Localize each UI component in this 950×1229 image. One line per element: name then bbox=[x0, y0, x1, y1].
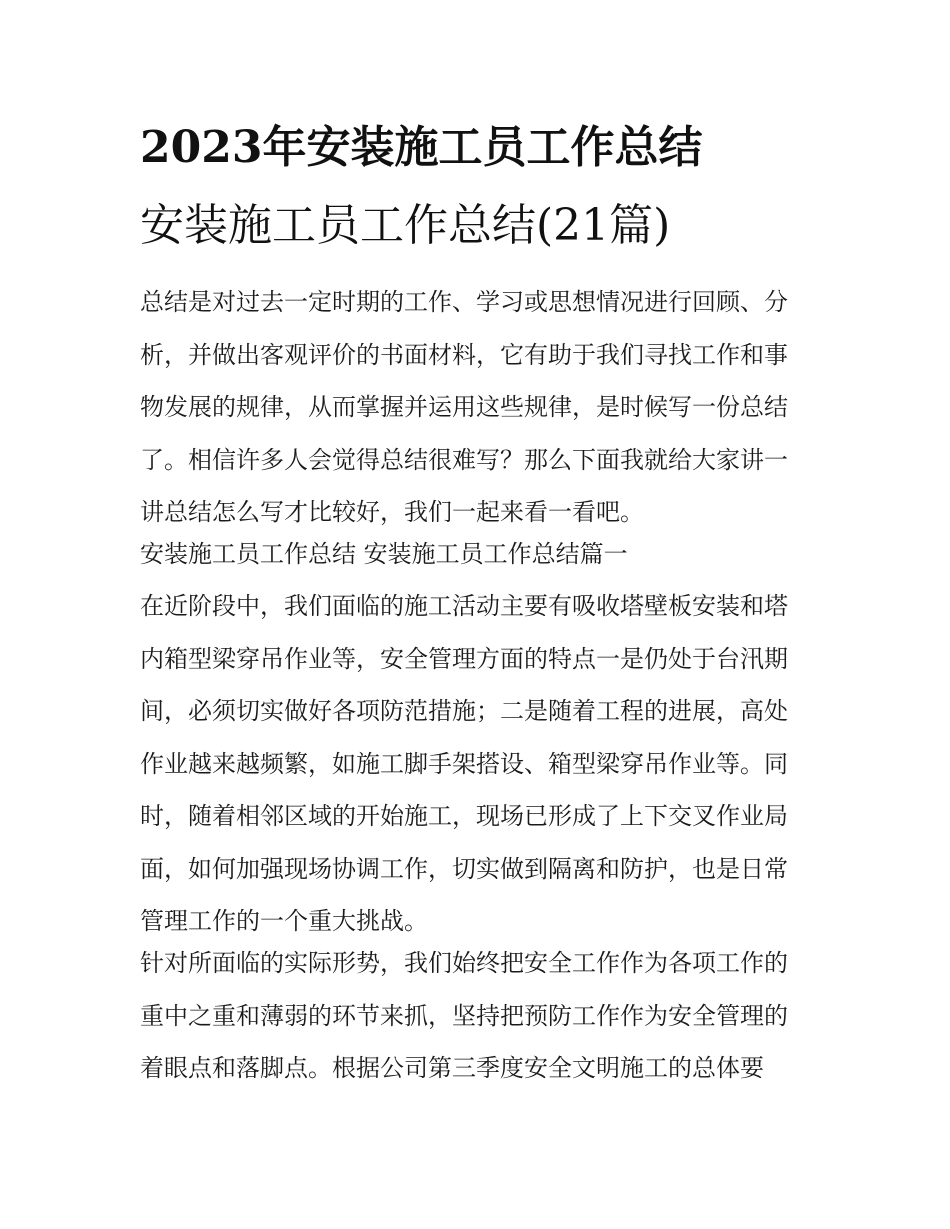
section-heading: 安装施工员工作总结 安装施工员工作总结篇一 bbox=[140, 540, 628, 568]
paragraph-line: 时，随着相邻区域的开始施工，现场已形成了上下交叉作业局 bbox=[140, 802, 788, 830]
intro-paragraph bbox=[140, 276, 812, 539]
paragraph-line: 作业越来越频繁，如施工脚手架搭设、箱型梁穿吊作业等。同 bbox=[140, 749, 788, 778]
body-paragraph-2 bbox=[140, 937, 812, 1095]
paragraph-line: 在近阶段中，我们面临的施工活动主要有吸收塔壁板安装和塔 bbox=[140, 592, 788, 620]
document-subtitle: 安装施工员工作总结(21篇) bbox=[140, 200, 671, 251]
intro-line: 讲总结怎么写才比较好，我们一起来看一看吧。 bbox=[140, 498, 644, 526]
paragraph-line: 面，如何加强现场协调工作，切实做到隔离和防护，也是日常 bbox=[140, 854, 788, 883]
paragraph-line: 针对所面临的实际形势，我们始终把安全工作作为各项工作的 bbox=[140, 949, 788, 977]
document-title: 2023年安装施工员工作总结 bbox=[140, 122, 703, 173]
intro-line: 总结是对过去一定时期的工作、学习或思想情况进行回顾、分 bbox=[140, 288, 788, 316]
paragraph-line: 管理工作的一个重大挑战。 bbox=[140, 907, 428, 935]
paragraph-line: 间，必须切实做好各项防范措施；二是随着工程的进展，高处 bbox=[140, 697, 788, 725]
intro-line: 了。相信许多人会觉得总结很难写？那么下面我就给大家讲一 bbox=[140, 445, 788, 474]
intro-line: 析，并做出客观评价的书面材料，它有助于我们寻找工作和事 bbox=[140, 340, 788, 369]
paragraph-line: 着眼点和落脚点。根据公司第三季度安全文明施工的总体要 bbox=[140, 1054, 764, 1082]
paragraph-line: 重中之重和薄弱的环节来抓，坚持把预防工作作为安全管理的 bbox=[140, 1001, 788, 1030]
paragraph-line: 内箱型梁穿吊作业等，安全管理方面的特点一是仍处于台汛期 bbox=[140, 644, 788, 673]
section-heading-block bbox=[140, 528, 812, 581]
intro-line: 物发展的规律，从而掌握并运用这些规律，是时候写一份总结 bbox=[140, 393, 788, 421]
body-paragraph-1 bbox=[140, 580, 812, 948]
